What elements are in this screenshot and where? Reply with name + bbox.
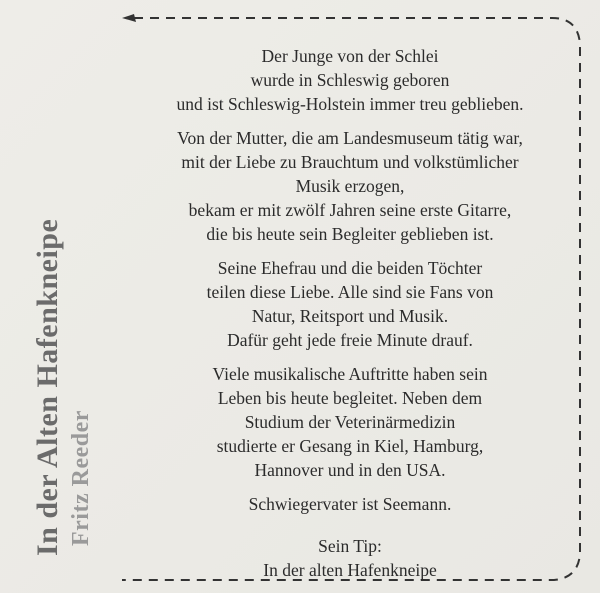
text-line: Der Junge von der Schlei: [261, 46, 439, 66]
text-line: Musik erzogen,: [295, 176, 405, 196]
text-line: bekam er mit zwölf Jahren seine erste Gitarre,: [188, 200, 512, 220]
paragraph-3: [122, 256, 578, 352]
text-line: und ist Schleswig-Holstein immer treu geblieben.: [176, 94, 524, 114]
text-line: Leben bis heute begleitet. Neben dem: [217, 388, 483, 408]
text-line: Dafür geht jede freie Minute drauf.: [227, 330, 473, 350]
text-line: Seine Ehefrau und die beiden Töchter: [217, 258, 483, 278]
tip-label: Sein Tip:: [318, 536, 382, 556]
paragraph-1: [122, 44, 578, 116]
text-line: Hannover und in den USA.: [254, 460, 446, 480]
tip-paragraph: [122, 534, 578, 582]
paragraph-4: [122, 362, 578, 482]
spine-artist: Fritz Reeder: [68, 410, 94, 546]
spine-title: In der Alten Hafenkneipe: [31, 218, 64, 556]
text-line: Studium der Veterinärmedizin: [244, 412, 456, 432]
text-line: teilen diese Liebe. Alle sind sie Fans von: [206, 282, 494, 302]
text-line: wurde in Schleswig geboren: [250, 70, 450, 90]
text-line: mit der Liebe zu Brauchtum und volkstümlicher: [181, 152, 519, 172]
text-line: Natur, Reitsport und Musik.: [251, 306, 449, 326]
tip-song: In der alten Hafenkneipe: [263, 560, 437, 580]
text-line: studierte er Gesang in Kiel, Hamburg,: [216, 436, 484, 456]
text-line: die bis heute sein Begleiter geblieben ist.: [206, 224, 494, 244]
paragraph-5: [122, 492, 578, 516]
text-line: Von der Mutter, die am Landesmuseum tätig war,: [177, 128, 523, 148]
liner-notes: [122, 44, 578, 592]
spine-area: [30, 100, 102, 556]
text-line: Schwiegervater ist Seemann.: [248, 494, 452, 514]
spine-text: [30, 100, 102, 556]
text-line: Viele musikalische Auftritte haben sein: [212, 364, 488, 384]
corner-mark-icon: [122, 14, 136, 22]
paragraph-2: [122, 126, 578, 246]
